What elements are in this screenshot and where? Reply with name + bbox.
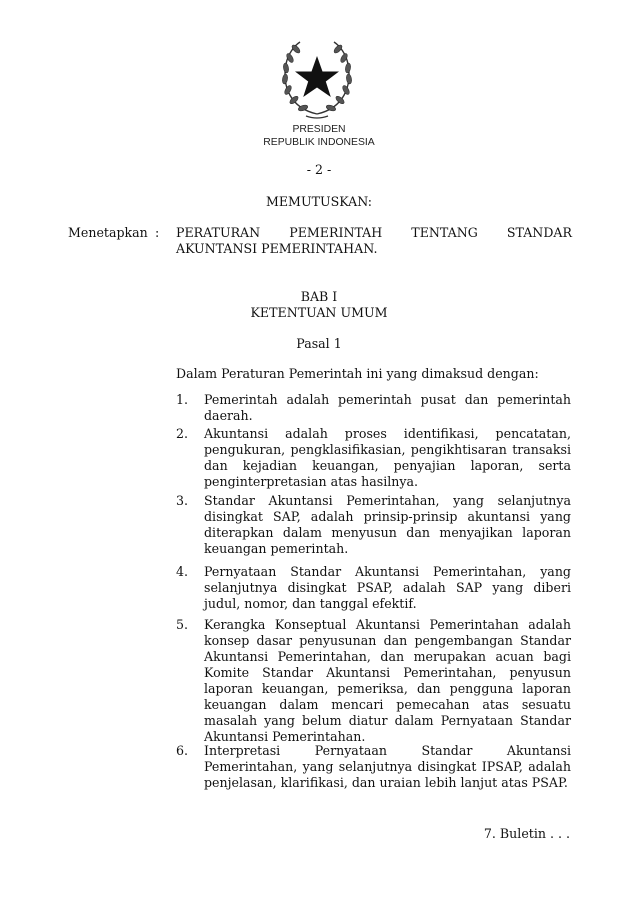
header-title-republik: REPUBLIK INDONESIA: [263, 137, 375, 148]
header-title-presiden: PRESIDEN: [292, 124, 346, 135]
definition-text: Pemerintah adalah pemerintah pusat dan pemerintah daerah.: [204, 392, 571, 423]
garuda-star-emblem-icon: [276, 34, 358, 122]
establish-text: PERATURAN PEMERINTAH TENTANG STANDAR AKUNTANSI PEMERINTAHAN.: [176, 225, 572, 256]
definitions-intro: Dalam Peraturan Pemerintah ini yang dimaksud dengan:: [176, 366, 539, 381]
definition-number: 5.: [176, 617, 189, 632]
definition-number: 1.: [176, 392, 189, 407]
definition-text: Kerangka Konseptual Akuntansi Pemerintahan adalah konsep dasar penyusunan dan pengembangan Standar Akuntansi Pemerintahan, dan merupakan acuan bagi Komite Standar Akuntansi Pemerintahan, penyusun laporan keuangan, pemeriksa, dan pengguna laporan keuangan dalam mencari pemecahan atas sesuatu masalah yang belum diatur dalam Pernyataan Standar Akuntansi Pemerintahan.: [204, 617, 571, 744]
definition-text: Interpretasi Pernyataan Standar Akuntansi Pemerintahan, yang selanjutnya disingkat IPSAP, adalah penjelasan, klarifikasi, dan uraian lebih lanjut atas PSAP.: [204, 743, 571, 790]
continuation-marker: 7. Buletin . . .: [483, 826, 570, 841]
chapter-title: KETENTUAN UMUM: [250, 305, 388, 320]
definition-text: Standar Akuntansi Pemerintahan, yang selanjutnya disingkat SAP, adalah prinsip-prinsip akuntansi yang diterapkan dalam menyusun dan menyajikan laporan keuangan pemerintah.: [204, 493, 571, 556]
establish-label: Menetapkan: [68, 225, 148, 240]
chapter-number: BAB I: [300, 289, 338, 304]
definition-text: Pernyataan Standar Akuntansi Pemerintahan, yang selanjutnya disingkat PSAP, adalah SAP yang diberi judul, nomor, dan tanggal efektif.: [204, 564, 571, 611]
establish-colon: :: [155, 225, 160, 240]
article-heading: Pasal 1: [296, 336, 342, 351]
definition-text: Akuntansi adalah proses identifikasi, pencatatan, pengukuran, pengklasifikasian, pengikhtisaran transaksi dan kejadian keuangan, penyajian laporan, serta penginterpretasian atas hasilnya.: [204, 426, 571, 489]
definition-number: 3.: [176, 493, 189, 508]
definition-number: 4.: [176, 564, 189, 579]
decision-heading: MEMUTUSKAN:: [265, 194, 373, 209]
definition-number: 6.: [176, 743, 189, 758]
definition-number: 2.: [176, 426, 189, 441]
page-number: - 2 -: [306, 162, 332, 177]
